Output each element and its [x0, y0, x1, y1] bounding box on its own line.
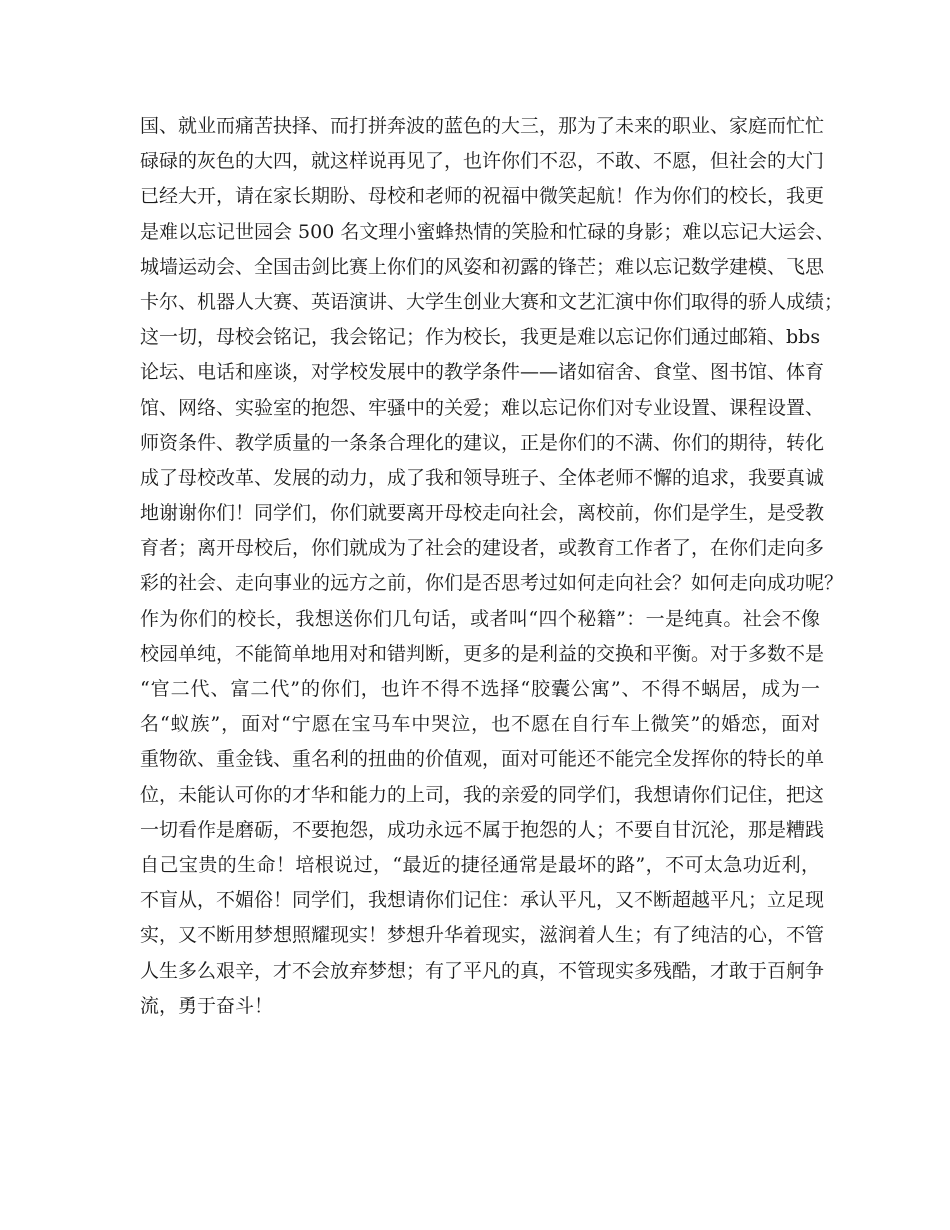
text-line: 人生多么艰辛，才不会放弃梦想；有了平凡的真，不管现实多残酷，才敢于百舸争	[140, 959, 825, 982]
text-line: 不盲从，不媚俗！同学们，我想请你们记住：承认平凡，又不断超越平凡；立足现	[140, 889, 825, 912]
text-line: 彩的社会、走向事业的远方之前，你们是否思考过如何走向社会？如何走向成功呢？	[140, 572, 844, 595]
text-line: 这一切，母校会铭记，我会铭记；作为校长，我更是难以忘记你们通过邮箱、bbs	[140, 326, 821, 349]
text-line: 已经大开，请在家长期盼、母校和老师的祝福中微笑起航！作为你们的校长，我更	[140, 185, 825, 208]
text-line: 是难以忘记世园会 500 名文理小蜜蜂热情的笑脸和忙碌的身影；难以忘记大运会、	[140, 220, 835, 243]
text-line: 卡尔、机器人大赛、英语演讲、大学生创业大赛和文艺汇演中你们取得的骄人成绩；	[140, 290, 844, 313]
text-line: 成了母校改革、发展的动力，成了我和领导班子、全体老师不懈的追求，我要真诚	[140, 466, 825, 489]
text-line: 校园单纯，不能简单地用对和错判断，更多的是利益的交换和平衡。对于多数不是	[140, 642, 825, 665]
text-line: 城墙运动会、全国击剑比赛上你们的风姿和初露的锋芒；难以忘记数学建模、飞思	[140, 255, 825, 278]
text-line: 论坛、电话和座谈，对学校发展中的教学条件——诸如宿舍、食堂、图书馆、体育	[140, 361, 825, 384]
text-line: 师资条件、教学质量的一条条合理化的建议，正是你们的不满、你们的期待，转化	[140, 431, 825, 454]
text-line: 重物欲、重金钱、重名利的扭曲的价值观，面对可能还不能完全发挥你的特长的单	[140, 748, 825, 771]
body-text	[140, 109, 844, 1024]
text-line: 作为你们的校长，我想送你们几句话，或者叫“四个秘籍”：一是纯真。社会不像	[140, 607, 820, 630]
text-line: 碌碌的灰色的大四，就这样说再见了，也许你们不忍，不敢、不愿，但社会的大门	[140, 150, 825, 173]
text-line: 一切看作是磨砺，不要抱怨，成功永远不属于抱怨的人；不要自甘沉沦，那是糟践	[140, 818, 825, 841]
text-line: 育者；离开母校后，你们就成为了社会的建设者，或教育工作者了，在你们走向多	[140, 537, 825, 560]
text-line: 自己宝贵的生命！培根说过，“最近的捷径通常是最坏的路”，不可太急功近利，	[140, 853, 820, 876]
text-line: 馆、网络、实验室的抱怨、牢骚中的关爱；难以忘记你们对专业设置、课程设置、	[140, 396, 825, 419]
text-line: 名“蚁族”，面对“宁愿在宝马车中哭泣，也不愿在自行车上微笑”的婚恋，面对	[140, 713, 820, 736]
text-line: 地谢谢你们！同学们，你们就要离开母校走向社会，离校前，你们是学生，是受教	[140, 502, 825, 525]
text-line: “官二代、富二代”的你们，也许不得不选择“胶囊公寓”、不得不蜗居，成为一	[140, 678, 820, 700]
text-line: 实，又不断用梦想照耀现实！梦想升华着现实，滋润着人生；有了纯洁的心，不管	[140, 924, 825, 947]
text-line: 位，未能认可你的才华和能力的上司，我的亲爱的同学们，我想请你们记住，把这	[140, 783, 825, 806]
text-line: 流，勇于奋斗！	[140, 994, 274, 1017]
text-line: 国、就业而痛苦抉择、而打拼奔波的蓝色的大三，那为了未来的职业、家庭而忙忙	[140, 115, 825, 137]
